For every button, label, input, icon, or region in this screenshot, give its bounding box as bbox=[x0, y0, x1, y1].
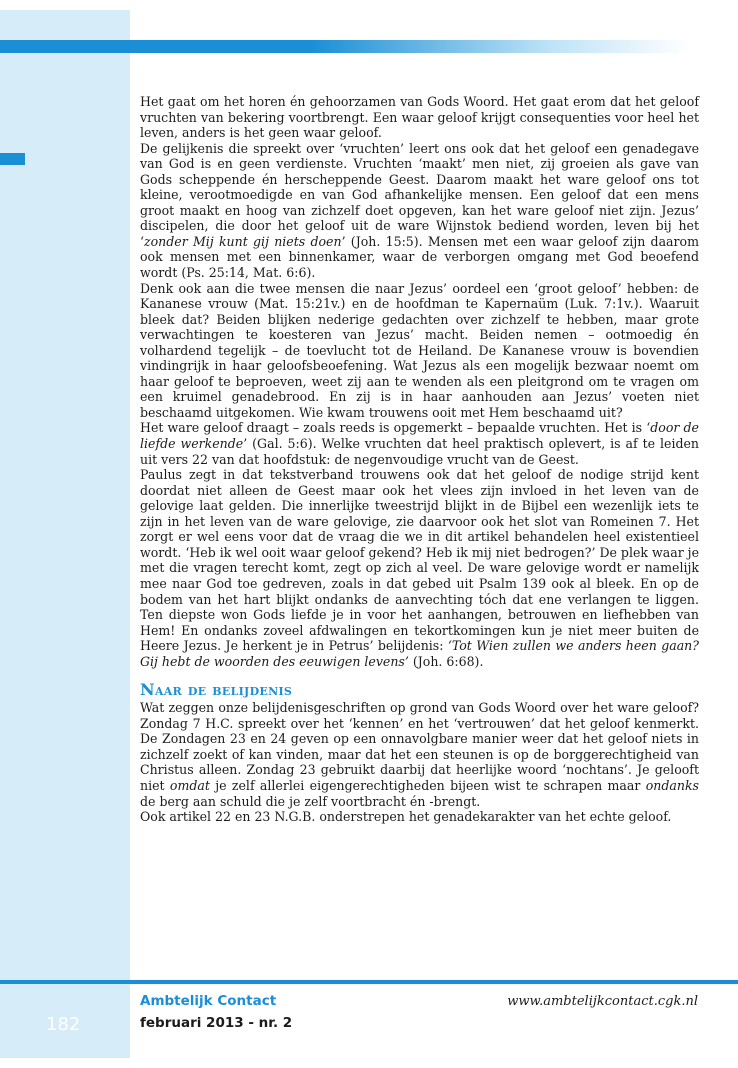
paragraph: Paulus zegt in dat tekstverband trouwens ook dat het geloof de nodige strijd kent doordat niet alleen de Geest maar ook het vlees zijn invloed in het leven van de gelovige laat gelden. Die innerlijke tweestrijd blijkt in de Bijbel een wezenlijk iets te zijn in het leven van de ware gelovige, zie daarvoor ook het slot van Romeinen 7. Het zorgt er wel eens voor dat de vraag die we in dit artikel behandelen heel existentieel wordt. ‘Heb ik wel ooit waar geloof gekend? Heb ik mij niet bedrogen?’ De plek waar je met die vragen terecht komt, zegt op zich al veel. De ware gelovige wordt er namelijk mee naar God toe gedreven, zoals in dat gebed uit Psalm 139 ook al bleek. En op de bodem van het hart blijkt ondanks de aanvechting tóch dat ene verlangen te liggen. Ten diepste won Gods liefde je in voor het aanhangen, betrouwen en liefhebben van Hem! En ondanks zoveel afdwalingen en tekortkomingen kun je niet meer buiten de Heere Jezus. Je herkent je in Petrus’ belijdenis: ‘Tot Wien zullen we anders heen gaan? Gij hebt de woorden des eeuwigen levens’ (Joh. 6:68). bbox=[140, 467, 699, 669]
paragraph: Het gaat om het horen én gehoorzamen van Gods Woord. Het gaat erom dat het geloof vruchten van bekering voortbrengt. Een waar geloof krijgt consequenties voor heel het leven, anders is het geen waar geloof. bbox=[140, 94, 699, 141]
bible-quote: door de liefde werkende bbox=[140, 420, 699, 452]
footer-divider bbox=[0, 980, 738, 984]
page-number: 182 bbox=[46, 1014, 81, 1035]
side-strip bbox=[0, 10, 130, 1058]
issue-label: februari 2013 - nr. 2 bbox=[140, 1015, 293, 1031]
paragraph: Ook artikel 22 en 23 N.G.B. onderstrepen het genadekarakter van het echte geloof. bbox=[140, 809, 672, 825]
paragraph: Wat zeggen onze belijdenisgeschriften op grond van Gods Woord over het ware geloof? Zondag 7 H.C. spreekt over het ‘kennen’ en het ‘vertrouwen’ dat het geloof kenmerkt. De Zondagen 23 en 24 geven op een onnavolgbare manier weer dat het geloof niets in zichzelf zoekt of kan vinden, maar dat het een steunen is op de borggerechtigheid van Christus alleen. Zondag 23 gebruikt daarbij dat heerlijke woord ‘nochtans’. Je gelooft niet omdat je zelf allerlei eigengerechtigheden bijeen wist te schrapen maar ondanks de berg aan schuld die je zelf voortbracht én -brengt. bbox=[140, 700, 699, 809]
top-accent-bar bbox=[0, 40, 690, 53]
website-link[interactable]: www.ambtelijkcontact.cgk.nl bbox=[507, 994, 698, 1009]
article-body bbox=[140, 94, 699, 825]
bible-quote: zonder Mij kunt gij niets doen bbox=[144, 233, 342, 249]
paragraph: De gelijkenis die spreekt over ‘vruchten’ leert ons ook dat het geloof een genadegave van God is en geen verdienste. Vruchten ‘maakt’ men niet, zij groeien als gave van Gods scheppende én herscheppende Geest. Daarom maakt het ware geloof ons tot kleine, verootmoedigde en van God afhankelijke mensen. Een geloof dat een mens groot maakt en hoog van zichzelf doet opgeven, kan het ware geloof niet zijn. Jezus’ discipelen, die door het geloof uit de ware Wijnstok bediend worden, leven bij het ‘zonder Mij kunt gij niets doen’ (Joh. 15:5). Mensen met een waar geloof zijn daarom ook mensen met een binnenkamer, waar de verborgen omgang met God beoefend wordt (Ps. 25:14, Mat. 6:6). bbox=[140, 140, 699, 281]
paragraph: Het ware geloof draagt – zoals reeds is opgemerkt – bepaalde vruchten. Het is ‘door de liefde werkende’ (Gal. 5:6). Welke vruchten dat heel praktisch oplevert, is af te leiden uit vers 22 van dat hoofdstuk: de negenvoudige vrucht van de Geest. bbox=[140, 420, 699, 467]
magazine-title: Ambtelijk Contact bbox=[140, 993, 277, 1009]
section-heading: Naar de belijdenis bbox=[140, 680, 293, 700]
emphasis: omdat bbox=[169, 777, 210, 793]
side-marker bbox=[0, 153, 25, 165]
emphasis: ondanks bbox=[645, 777, 699, 793]
paragraph: Denk ook aan die twee mensen die naar Jezus’ oordeel een ‘groot geloof’ hebben: de Kananese vrouw (Mat. 15:21v.) en de hoofdman te Kapernaüm (Luk. 7:1v.). Waaruit bleek dat? Beiden blijken nederige gedachten over zichzelf te hebben, maar grote verwachtingen te koesteren van Jezus’ macht. Beiden nemen – ootmoedig én volhardend tegelijk – de toevlucht tot de Heiland. De Kananese vrouw is bovendien vindingrijk in haar geloofsbeoefening. Wat Jezus als een mogelijk bezwaar noemt om haar geloof te beproeven, weet zij aan te wenden als een pleitgrond om te vragen om een kruimel genadebrood. En zij is in haar aanhouden aan Jezus’ voeten niet beschaamd uitgekomen. Wie kwam trouwens ooit met Hem beschaamd uit? bbox=[140, 280, 699, 420]
bible-quote: ‘Tot Wien zullen we anders heen gaan? Gij hebt de woorden des eeuwigen levens’ bbox=[140, 638, 699, 669]
